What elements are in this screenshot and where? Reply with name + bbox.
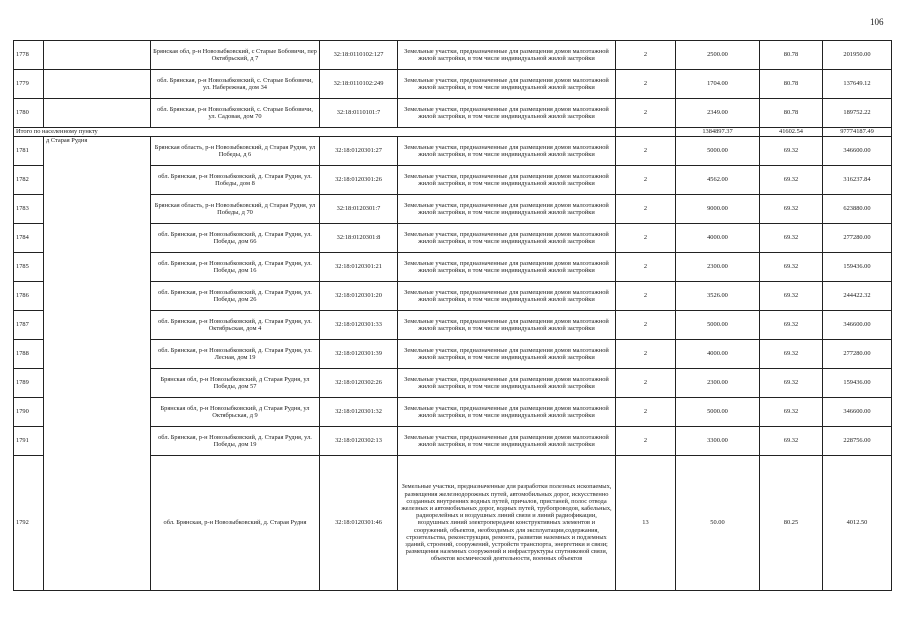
value-cell: 137649.12 [823,70,892,99]
group-number: 2 [616,70,676,99]
address-cell: обл. Брянская, р-н Новозыбковский, д. Старая Рудня [151,456,320,591]
group-number: 2 [616,166,676,195]
rows-before-total [14,41,892,128]
group-number: 2 [616,137,676,166]
total-value: 97774187.49 [823,128,892,137]
group-number: 2 [616,195,676,224]
value-cell: 346600.00 [823,311,892,340]
row-number: 1792 [14,456,44,591]
address-cell: Брянская область, р-н Новозыбковский, д Старая Рудня, ул Победы, д 6 [151,137,320,166]
value-cell: 316237.84 [823,166,892,195]
area-cell: 50.00 [676,456,760,591]
value-cell: 277280.00 [823,340,892,369]
rate-cell: 69.32 [760,253,823,282]
rate-cell: 80.78 [760,41,823,70]
address-cell: Брянская обл, р-н Новозыбковский, д Старая Рудня, ул Победы, дом 57 [151,369,320,398]
page-number: 106 [870,17,884,27]
land-use-cell: Земельные участки, предназначенные для размещения домов малоэтажной жилой застройки, в том числе индивидуальной жилой застройки [398,311,616,340]
table-row [14,99,892,128]
cadastral-number: 32:18:0110101:7 [320,99,398,128]
rate-cell: 69.32 [760,340,823,369]
rate-cell: 69.32 [760,398,823,427]
land-use-cell: Земельные участки, предназначенные для размещения домов малоэтажной жилой застройки, в том числе индивидуальной жилой застройки [398,427,616,456]
address-cell: обл. Брянская, р-н Новозыбковский, д. Старая Рудня, ул. Лесная, дом 19 [151,340,320,369]
total-rate: 41602.54 [760,128,823,137]
cadastral-number: 32:18:0110102:127 [320,41,398,70]
table-row [14,137,892,166]
cadastral-number: 32:18:0110102:249 [320,70,398,99]
row-number: 1783 [14,195,44,224]
address-cell: обл. Брянская, р-н Новозыбковский, д. Старая Рудня, ул. Победы, дом 26 [151,282,320,311]
cadastral-number: 32:18:0120302:26 [320,369,398,398]
area-cell: 4000.00 [676,340,760,369]
cadastral-number: 32:18:0120301:8 [320,224,398,253]
cadastral-number: 32:18:0120301:20 [320,282,398,311]
cadastral-number: 32:18:0120301:32 [320,398,398,427]
land-use-cell: Земельные участки, предназначенные для размещения домов малоэтажной жилой застройки, в том числе индивидуальной жилой застройки [398,369,616,398]
total-area: 1384897.37 [676,128,760,137]
rate-cell: 69.32 [760,369,823,398]
row-number: 1790 [14,398,44,427]
table-row [14,41,892,70]
land-use-cell: Земельные участки, предназначенные для размещения домов малоэтажной жилой застройки, в том числе индивидуальной жилой застройки [398,99,616,128]
group-number: 2 [616,427,676,456]
row-number: 1785 [14,253,44,282]
area-cell: 4000.00 [676,224,760,253]
area-cell: 9000.00 [676,195,760,224]
rate-cell: 69.32 [760,224,823,253]
cadastral-number: 32:18:0120301:33 [320,311,398,340]
table-row [14,70,892,99]
rate-cell: 80.25 [760,456,823,591]
land-use-cell: Земельные участки, предназначенные для размещения домов малоэтажной жилой застройки, в том числе индивидуальной жилой застройки [398,340,616,369]
value-cell: 4012.50 [823,456,892,591]
area-cell: 5000.00 [676,311,760,340]
row-number: 1791 [14,427,44,456]
cadastral-number: 32:18:0120301:27 [320,137,398,166]
rate-cell: 80.78 [760,70,823,99]
land-use-cell: Земельные участки, предназначенные для размещения домов малоэтажной жилой застройки, в том числе индивидуальной жилой застройки [398,398,616,427]
value-cell: 346600.00 [823,398,892,427]
row-number: 1780 [14,99,44,128]
value-cell: 346600.00 [823,137,892,166]
rate-cell: 69.32 [760,195,823,224]
area-cell: 2349.00 [676,99,760,128]
land-use-cell: Земельные участки, предназначенные для размещения домов малоэтажной жилой застройки, в том числе индивидуальной жилой застройки [398,253,616,282]
area-cell: 3300.00 [676,427,760,456]
total-label: Итого по населенному пункту [14,128,616,137]
cadastral-number: 32:18:0120301:39 [320,340,398,369]
rate-cell: 69.32 [760,427,823,456]
address-cell: Брянская область, р-н Новозыбковский, д Старая Рудня, ул Победы, д 70 [151,195,320,224]
row-number: 1789 [14,369,44,398]
group-number: 2 [616,311,676,340]
land-use-cell: Земельные участки, предназначенные для размещения домов малоэтажной жилой застройки, в том числе индивидуальной жилой застройки [398,166,616,195]
value-cell: 277280.00 [823,224,892,253]
group-number: 13 [616,456,676,591]
address-cell: обл. Брянская, р-н Новозыбковский, с. Старые Бобовичи, ул. Набережная, дом 34 [151,70,320,99]
address-cell: обл. Брянская, р-н Новозыбковский, д. Старая Рудня, ул. Победы, дом 16 [151,253,320,282]
rate-cell: 69.32 [760,311,823,340]
land-use-cell: Земельные участки, предназначенные для размещения домов малоэтажной жилой застройки, в том числе индивидуальной жилой застройки [398,41,616,70]
land-use-cell: Земельные участки, предназначенные для размещения домов малоэтажной жилой застройки, в том числе индивидуальной жилой застройки [398,137,616,166]
cadastral-number: 32:18:0120302:13 [320,427,398,456]
land-use-cell: Земельные участки, предназначенные для размещения домов малоэтажной жилой застройки, в том числе индивидуальной жилой застройки [398,282,616,311]
cadastral-number: 32:18:0120301:21 [320,253,398,282]
value-cell: 159436.00 [823,253,892,282]
address-cell: обл. Брянская, р-н Новозыбковский, д. Старая Рудня, ул. Победы, дом 66 [151,224,320,253]
group-number: 2 [616,398,676,427]
value-cell: 623880.00 [823,195,892,224]
group-number: 2 [616,253,676,282]
area-cell: 5000.00 [676,398,760,427]
address-cell: Брянская обл, р-н Новозыбковский, с Старые Бобовичи, пер Октябрьский, д 7 [151,41,320,70]
rate-cell: 69.32 [760,282,823,311]
land-use-cell: Земельные участки, предназначенные для размещения домов малоэтажной жилой застройки, в том числе индивидуальной жилой застройки [398,70,616,99]
group-number: 2 [616,224,676,253]
group-number: 2 [616,41,676,70]
address-cell: обл. Брянская, р-н Новозыбковский, д. Старая Рудня, ул. Победы, дом 19 [151,427,320,456]
row-number: 1781 [14,137,44,166]
land-registry-table [13,40,892,591]
group-number: 2 [616,340,676,369]
value-cell: 159436.00 [823,369,892,398]
settlement-total-row [14,128,892,137]
row-number: 1788 [14,340,44,369]
address-cell: обл. Брянская, р-н Новозыбковский, д. Старая Рудня, ул. Октябрьская, дом 4 [151,311,320,340]
area-cell: 4562.00 [676,166,760,195]
settlement-cell [44,41,151,70]
settlement-cell [44,70,151,99]
row-number: 1786 [14,282,44,311]
rate-cell: 69.32 [760,166,823,195]
address-cell: Брянская обл, р-н Новозыбковский, д Старая Рудня, ул Октябрьская, д 9 [151,398,320,427]
rows-after-total [14,137,892,591]
cadastral-number: 32:18:0120301:46 [320,456,398,591]
group-number: 2 [616,282,676,311]
row-number: 1782 [14,166,44,195]
value-cell: 244422.32 [823,282,892,311]
land-use-cell: Земельные участки, предназначенные для размещения домов малоэтажной жилой застройки, в том числе индивидуальной жилой застройки [398,195,616,224]
area-cell: 2500.00 [676,41,760,70]
address-cell: обл. Брянская, р-н Новозыбковский, с. Старые Бобовичи, ул. Садовая, дом 70 [151,99,320,128]
area-cell: 2300.00 [676,253,760,282]
area-cell: 5000.00 [676,137,760,166]
area-cell: 2300.00 [676,369,760,398]
value-cell: 201950.00 [823,41,892,70]
settlement-cell [44,99,151,128]
cadastral-number: 32:18:0120301:7 [320,195,398,224]
cadastral-number: 32:18:0120301:26 [320,166,398,195]
rate-cell: 80.78 [760,99,823,128]
land-use-cell: Земельные участки, предназначенные для размещения домов малоэтажной жилой застройки, в том числе индивидуальной жилой застройки [398,224,616,253]
group-number: 2 [616,369,676,398]
row-number: 1784 [14,224,44,253]
row-number: 1787 [14,311,44,340]
settlement-name: д Старая Рудня [44,137,151,591]
address-cell: обл. Брянская, р-н Новозыбковский, д. Старая Рудня, ул. Победы, дом 8 [151,166,320,195]
row-number: 1778 [14,41,44,70]
area-cell: 1704.00 [676,70,760,99]
row-number: 1779 [14,70,44,99]
group-number: 2 [616,99,676,128]
rate-cell: 69.32 [760,137,823,166]
value-cell: 228756.00 [823,427,892,456]
land-use-cell: Земельные участки, предназначенные для разработки полезных ископаемых, размещения железнодорожных путей, автомобильных дорог, искусственно созданных внутренних водных путей, причалов, пристаней, полос отвода железных и автомобильных дорог, водных путей, трубопроводов, кабельных, радиорелейных и воздушных линий связи и линий радиофикации, воздушных линий электропередачи конструктивных элементов и сооружений, объектов, необходимых для эксплуатации,содержания, строительства, реконструкции, ремонта, развития наземных и подземных зданий, строений, сооружений, устройств транспорта, энергетики и связи; размещения наземных сооружений и инфраструктуры спутниковой связи, объектов космической деятельности, военных объектов [398,456,616,591]
value-cell: 189752.22 [823,99,892,128]
area-cell: 3526.00 [676,282,760,311]
